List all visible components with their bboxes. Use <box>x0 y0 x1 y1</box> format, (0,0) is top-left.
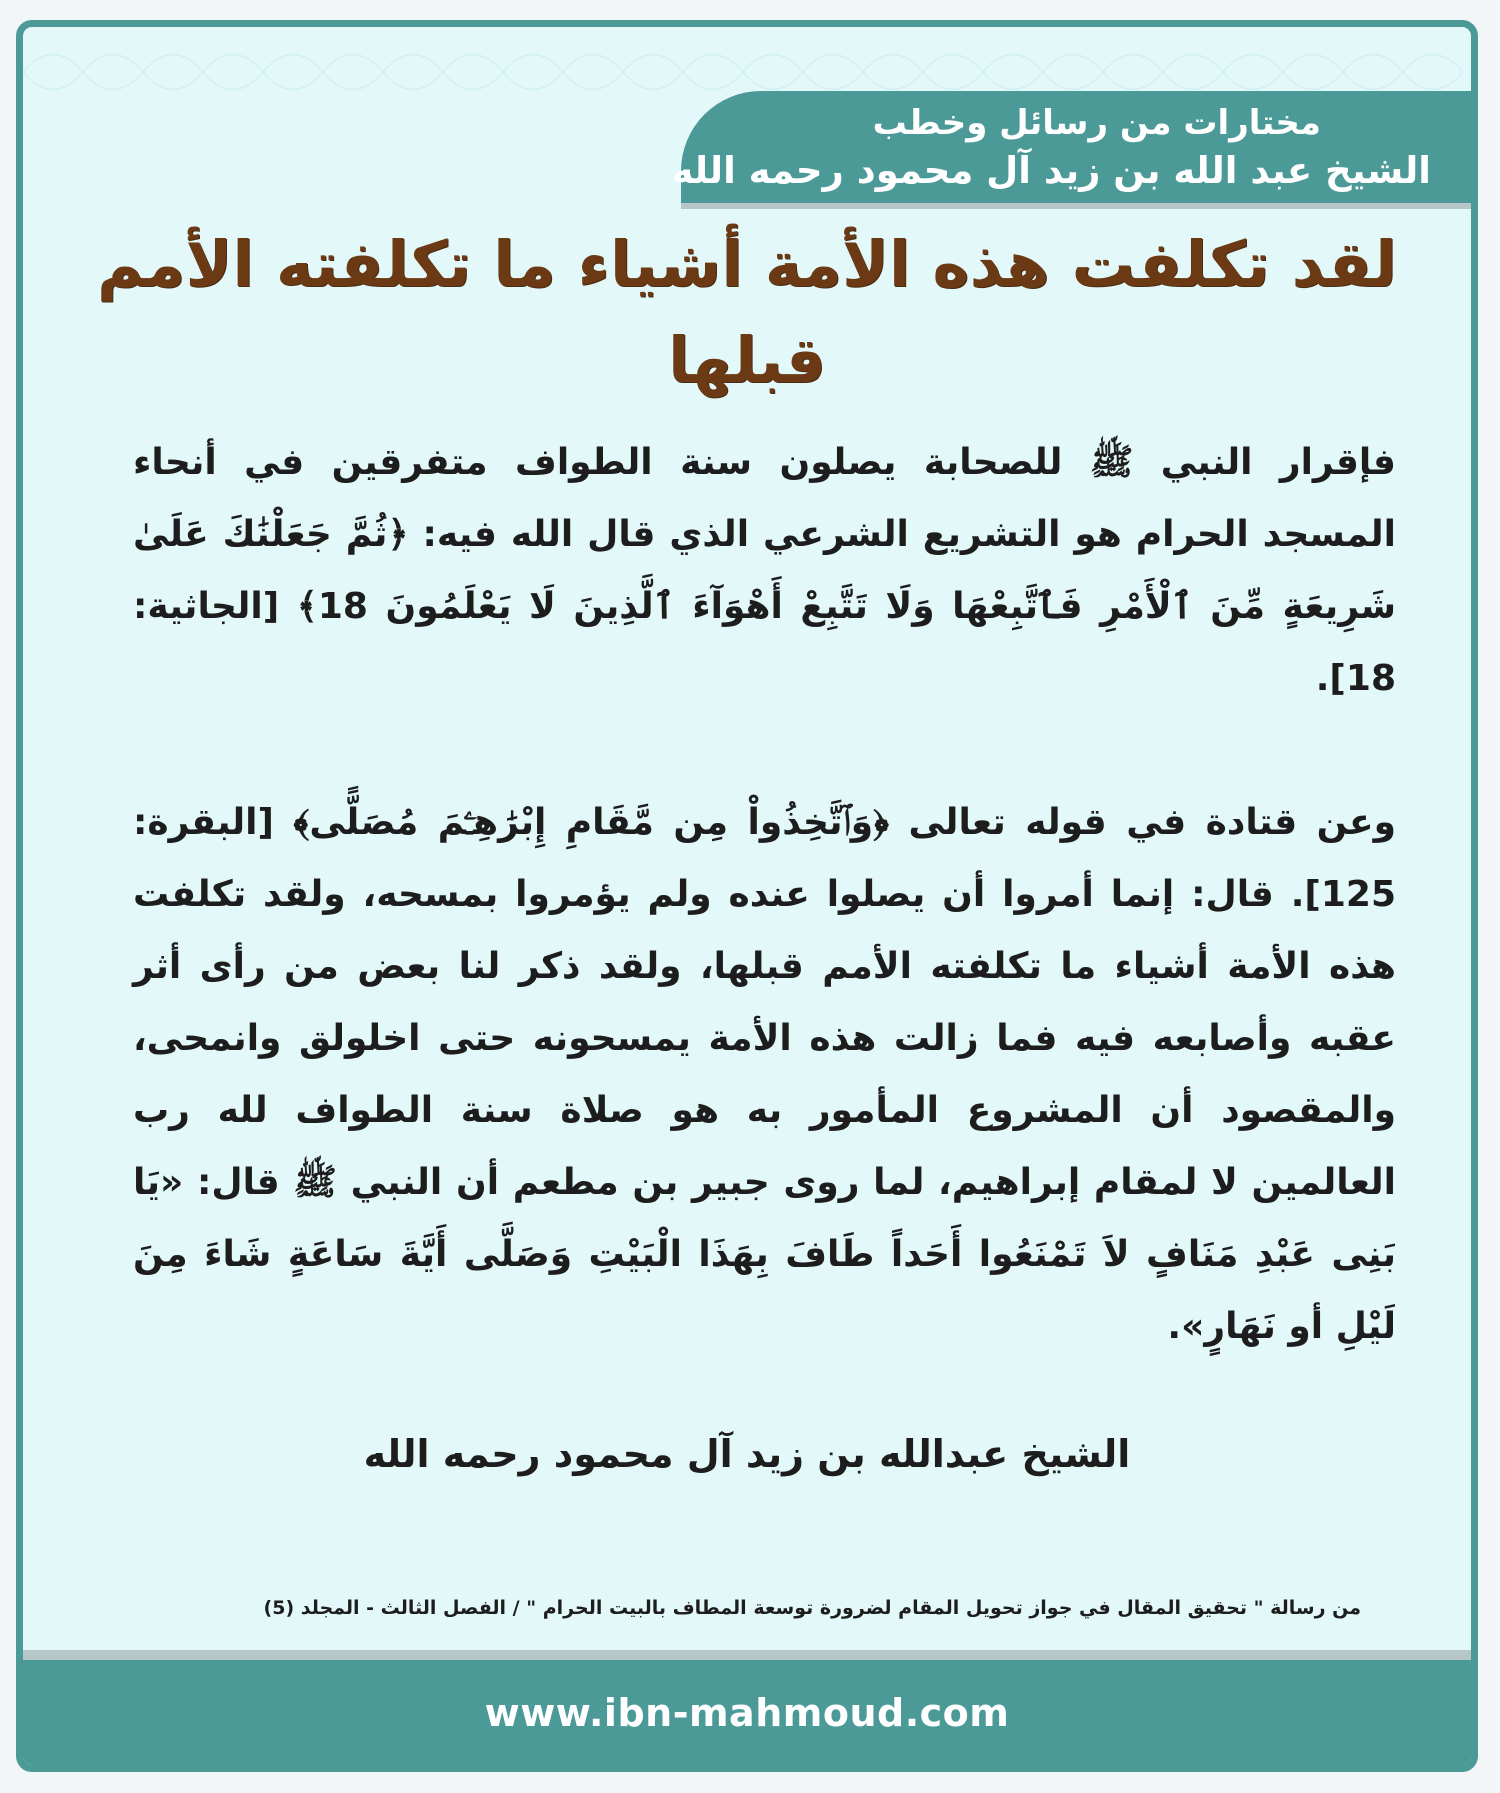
body-paragraph: وعن قتادة في قوله تعالى ﴿وَٱتَّخِذُواْ مِن مَّقَامِ إِبْرَٰهِـۧمَ مُصَلًّى﴾ [البقرة: 125]. قال: إنما أمروا أن يصلوا عنده ولم يؤمروا بمسحه، ولقد تكلفت هذه الأمة أشياء ما تكلفته الأمم قبلها، ولقد ذكر لنا بعض من رأى أثر عقبه وأصابعه فيه فما زالت هذه الأمة يمسحونه حتى اخلولق وانمحى، والمقصود أن المشروع المأمور به هو صلاة سنة الطواف لله رب العالمين لا لمقام إبراهيم، لما روى جبير بن مطعم أن النبي ﷺ قال: «يَا بَنِى عَبْدِ مَنَافٍ لاَ تَمْنَعُوا أَحَداً طَافَ بِهَذَا الْبَيْتِ وَصَلَّى أَيَّةَ سَاعَةٍ شَاءَ مِنَ لَيْلِ أو نَهَارٍ». <box>133 802 1396 1347</box>
header-band <box>671 91 1471 209</box>
body-paragraph: فإقرار النبي ﷺ للصحابة يصلون سنة الطواف متفرقين في أنحاء المسجد الحرام هو التشريع الشرعي الذي قال الله فيه: ﴿ثُمَّ جَعَلْنَٰكَ عَلَىٰ شَرِيعَةٍ مِّنَ ٱلْأَمْرِ فَٱتَّبِعْهَا وَلَا تَتَّبِعْ أَهْوَآءَ ٱلَّذِينَ لَا يَعْلَمُونَ 18﴾ [الجاثية: 18]. <box>133 442 1396 699</box>
author-signature: الشيخ عبدالله بن زيد آل محمود رحمه الله <box>363 1432 1131 1476</box>
header-collection-title: مختارات من رسائل وخطب <box>872 103 1321 143</box>
article-title: لقد تكلفت هذه الأمة أشياء ما تكلفته الأمم قبلها <box>97 228 1397 397</box>
footer-band <box>23 1650 1471 1765</box>
article-body <box>133 427 1396 1363</box>
website-link[interactable]: www.ibn-mahmoud.com <box>484 1690 1010 1735</box>
source-citation: من رسالة " تحقيق المقال في جواز تحويل المقام لضرورة توسعة المطاف بالبيت الحرام " / الفصل الثالث - المجلد (5) <box>263 1597 1361 1619</box>
page-frame <box>16 20 1478 1772</box>
header-author-name: الشيخ عبد الله بن زيد آل محمود رحمه الله <box>671 149 1431 192</box>
